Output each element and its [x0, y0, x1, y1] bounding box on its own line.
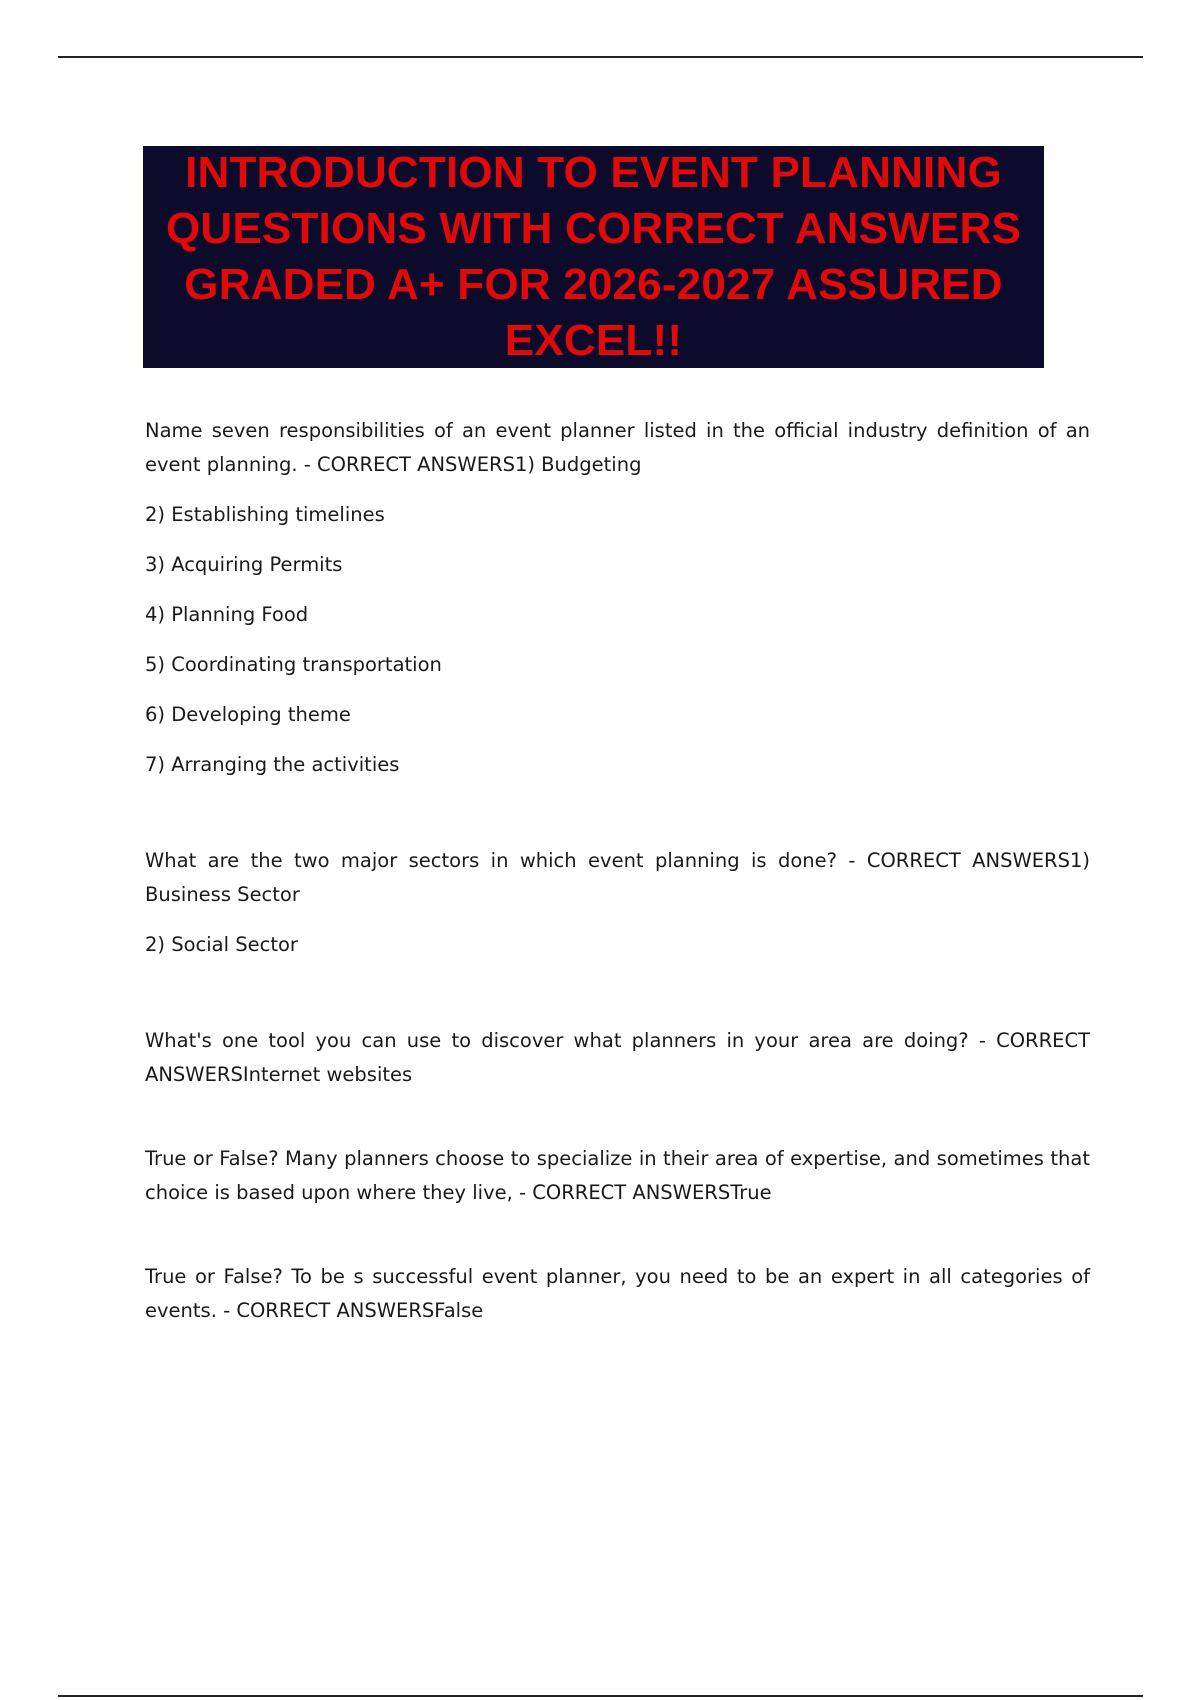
title-banner [143, 146, 1044, 368]
document-title: INTRODUCTION TO EVENT PLANNING QUESTIONS WITH CORRECT ANSWERS GRADED A+ FOR 2026-2027 ASSURED EXCEL!! [165, 148, 1022, 365]
answer-line: 5) Coordinating transportation [145, 653, 442, 676]
question-text: What's one tool you can use to discover what planners in your area are doing? - [145, 1029, 997, 1052]
question-text: True or False? To be s successful event planner, you need to be an expert in all categories of events. - [145, 1265, 1090, 1322]
answer-line: 2) Social Sector [145, 933, 298, 956]
answer-text: CORRECT ANSWERS1) Business Sector [145, 849, 1090, 906]
top-rule [58, 56, 1143, 58]
question-text: True or False? Many planners choose to specialize in their area of expertise, and sometimes that choice is based upon where they live, - [145, 1147, 1090, 1204]
qa-question-5 [145, 1260, 1090, 1328]
qa-content [145, 414, 1090, 1328]
qa-block-3 [145, 1024, 1090, 1092]
qa-question-1 [145, 414, 1090, 482]
answer-line: 2) Establishing timelines [145, 503, 385, 526]
qa-block-4 [145, 1142, 1090, 1210]
answer-line: 3) Acquiring Permits [145, 553, 343, 576]
answer-text: CORRECT ANSWERSFalse [236, 1299, 484, 1322]
answer-line: 6) Developing theme [145, 703, 351, 726]
question-text: What are the two major sectors in which event planning is done? - [145, 849, 867, 872]
qa-block-5 [145, 1260, 1090, 1328]
bottom-rule [58, 1695, 1143, 1697]
qa-block-2 [145, 844, 1090, 962]
answer-text: CORRECT ANSWERS1) Budgeting [317, 453, 642, 476]
qa-question-3 [145, 1024, 1090, 1092]
question-text: Name seven responsibilities of an event planner listed in the official industry definition of an event planning. - [145, 419, 1090, 476]
answer-line: 4) Planning Food [145, 603, 309, 626]
answer-text: CORRECT ANSWERSInternet websites [145, 1029, 1090, 1086]
answer-line: 7) Arranging the activities [145, 753, 400, 776]
qa-question-2 [145, 844, 1090, 912]
qa-question-4 [145, 1142, 1090, 1210]
answer-text: CORRECT ANSWERSTrue [532, 1181, 772, 1204]
qa-block-1 [145, 414, 1090, 782]
